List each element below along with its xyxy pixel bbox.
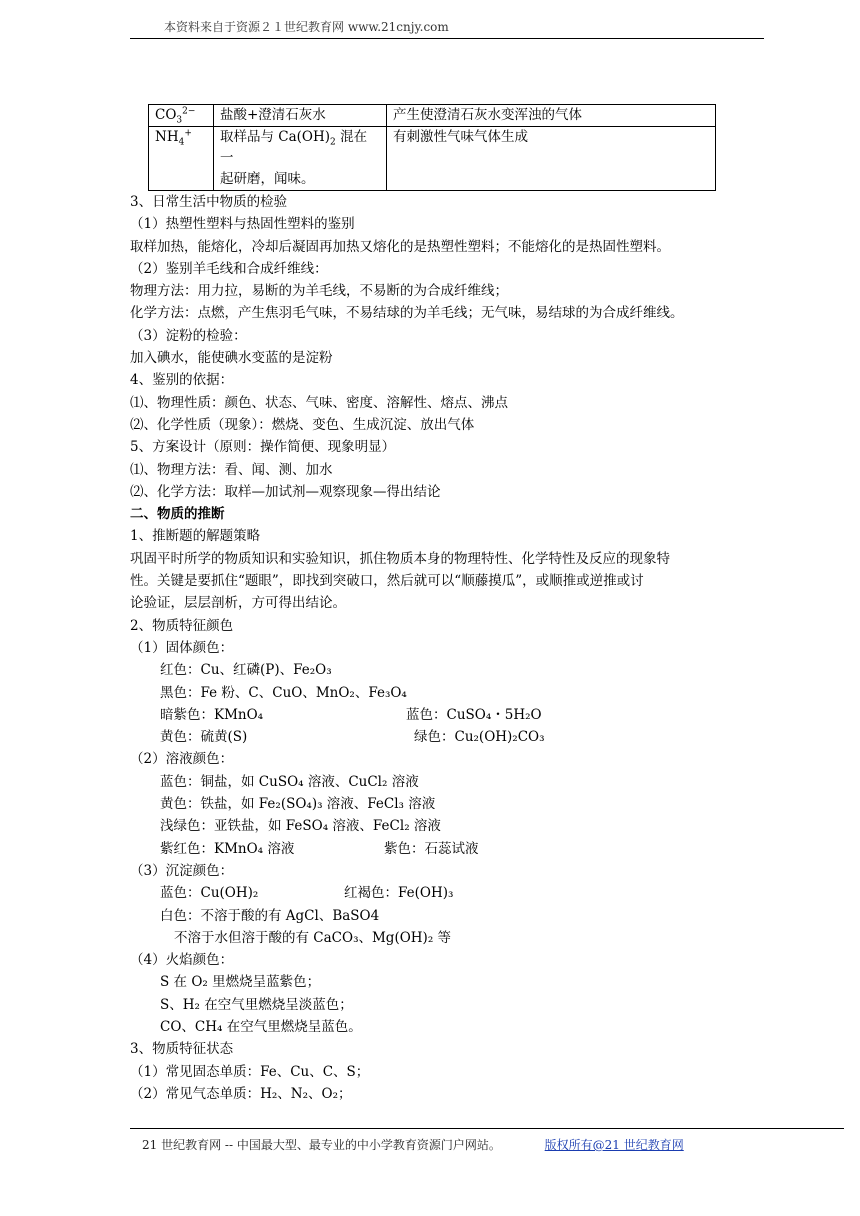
table-cell-phenomenon: 产生使澄清石灰水变浑浊的气体 — [387, 105, 716, 127]
color-item-pair — [130, 882, 735, 904]
paragraph: ⑴、物理方法：看、闻、测、加水 — [130, 461, 333, 478]
color-item: 蓝色：CuSO₄・5H₂O — [406, 706, 542, 723]
subheading: （3）沉淀颜色： — [130, 862, 234, 879]
paragraph: ⑴、物理性质：颜色、状态、气味、密度、溶解性、熔点、沸点 — [130, 394, 508, 411]
section-heading: 1、推断题的解题策略 — [130, 528, 261, 545]
paragraph: ⑵、化学性质（现象）：燃烧、变色、生成沉淀、放出气体 — [130, 416, 475, 433]
paragraph: 论验证，层层剖析，方可得出结论。 — [130, 595, 346, 612]
color-item-pair — [130, 726, 735, 748]
section-heading: 3、日常生活中物质的检验 — [130, 194, 288, 210]
table-row — [149, 127, 716, 191]
section-heading: 4、鉴别的依据： — [130, 372, 234, 389]
paragraph: 巩固平时所学的物质知识和实验知识，抓住物质本身的物理特性、化学特性及反应的现象特 — [130, 550, 670, 567]
table-row — [149, 105, 716, 127]
subheading: （3）淀粉的检验： — [130, 327, 247, 344]
ion-test-table — [148, 104, 716, 191]
chapter-heading: 二、物质的推断 — [130, 506, 225, 523]
color-item: 蓝色：Cu(OH)₂ — [160, 885, 259, 902]
table-cell-ion: $CO_3^{2-}$ — [149, 105, 214, 127]
section-heading: 2、物质特征颜色 — [130, 617, 234, 634]
section-heading: 3、物质特征状态 — [130, 1041, 234, 1058]
document-body — [130, 104, 735, 1105]
table-cell-ion: $NH_4^+$ — [149, 127, 214, 191]
color-item-pair — [130, 838, 735, 860]
table-cell-reagent: 取样品与 $Ca(OH)_2$ 混在一 起研磨，闻味。 — [214, 127, 387, 191]
color-item: 红色：Cu、红磷(P)、Fe₂O₃ — [160, 662, 332, 679]
color-item: 浅绿色：亚铁盐，如 FeSO₄ 溶液、FeCl₂ 溶液 — [160, 818, 441, 835]
color-item: 紫色：石蕊试液 — [384, 840, 479, 857]
color-item: 绿色：Cu₂(OH)₂CO₃ — [414, 729, 545, 746]
copyright-link[interactable]: 版权所有@21 世纪教育网 — [544, 1138, 684, 1152]
paragraph: 取样加热，能熔化，冷却后凝固再加热又熔化的是热塑性塑料；不能熔化的是热固性塑料。 — [130, 238, 670, 255]
color-item: 暗紫色：KMnO₄ — [160, 706, 264, 723]
color-item: 白色：不溶于酸的有 AgCl、BaSO4 — [160, 907, 380, 924]
subheading: （2）常见气态单质：H₂、N₂、O₂； — [130, 1085, 352, 1102]
section-heading: 5、方案设计（原则：操作简便、现象明显） — [130, 439, 396, 456]
subheading: （2）溶液颜色： — [130, 751, 234, 768]
table-cell-reagent: 盐酸+澄清石灰水 — [214, 105, 387, 127]
subheading: （1）固体颜色： — [130, 639, 234, 656]
subheading: （1）热塑性塑料与热固性塑料的鉴别 — [130, 216, 355, 233]
page-header — [130, 18, 764, 39]
color-item: CO、CH₄ 在空气里燃烧呈蓝色。 — [160, 1018, 362, 1035]
paragraph: 性。关键是要抓住“题眼”，即找到突破口，然后就可以“顺藤摸瓜”，或顺推或逆推或讨 — [130, 573, 644, 590]
page-footer — [130, 1128, 844, 1153]
color-item-pair — [130, 704, 735, 726]
color-item: 黑色：Fe 粉、C、CuO、MnO₂、Fe₃O₄ — [160, 684, 407, 701]
paragraph: 化学方法：点燃，产生焦羽毛气味，不易结球的为羊毛线；无气味，易结球的为合成纤维线。 — [130, 305, 684, 322]
paragraph: 加入碘水，能使碘水变蓝的是淀粉 — [130, 350, 333, 367]
color-item: 红褐色：Fe(OH)₃ — [344, 885, 454, 902]
color-item: 不溶于水但溶于酸的有 CaCO₃、Mg(OH)₂ 等 — [174, 929, 452, 946]
subheading: （2）鉴别羊毛线和合成纤维线： — [130, 260, 328, 277]
color-item: 黄色：硫黄(S) — [160, 729, 248, 746]
paragraph: 物理方法：用力拉，易断的为羊毛线，不易断的为合成纤维线； — [130, 283, 508, 300]
color-item: 紫红色：KMnO₄ 溶液 — [160, 840, 295, 857]
subheading: （4）火焰颜色： — [130, 952, 234, 969]
color-item: 黄色：铁盐，如 Fe₂(SO₄)₃ 溶液、FeCl₃ 溶液 — [160, 796, 436, 813]
table-cell-phenomenon: 有刺激性气味气体生成 — [387, 127, 716, 191]
color-item: S、H₂ 在空气里燃烧呈淡蓝色； — [160, 996, 353, 1013]
footer-text: 21 世纪教育网 -- 中国最大型、最专业的中小学教育资源门户网站。 — [142, 1138, 501, 1152]
paragraph: ⑵、化学方法：取样—加试剂—观察现象—得出结论 — [130, 483, 441, 500]
color-item: 蓝色：铜盐，如 CuSO₄ 溶液、CuCl₂ 溶液 — [160, 773, 419, 790]
header-text: 本资料来自于资源２１世纪教育网 www.21cnjy.com — [164, 20, 449, 34]
color-item: S 在 O₂ 里燃烧呈蓝紫色； — [160, 974, 321, 991]
subheading: （1）常见固态单质：Fe、Cu、C、S； — [130, 1063, 370, 1080]
